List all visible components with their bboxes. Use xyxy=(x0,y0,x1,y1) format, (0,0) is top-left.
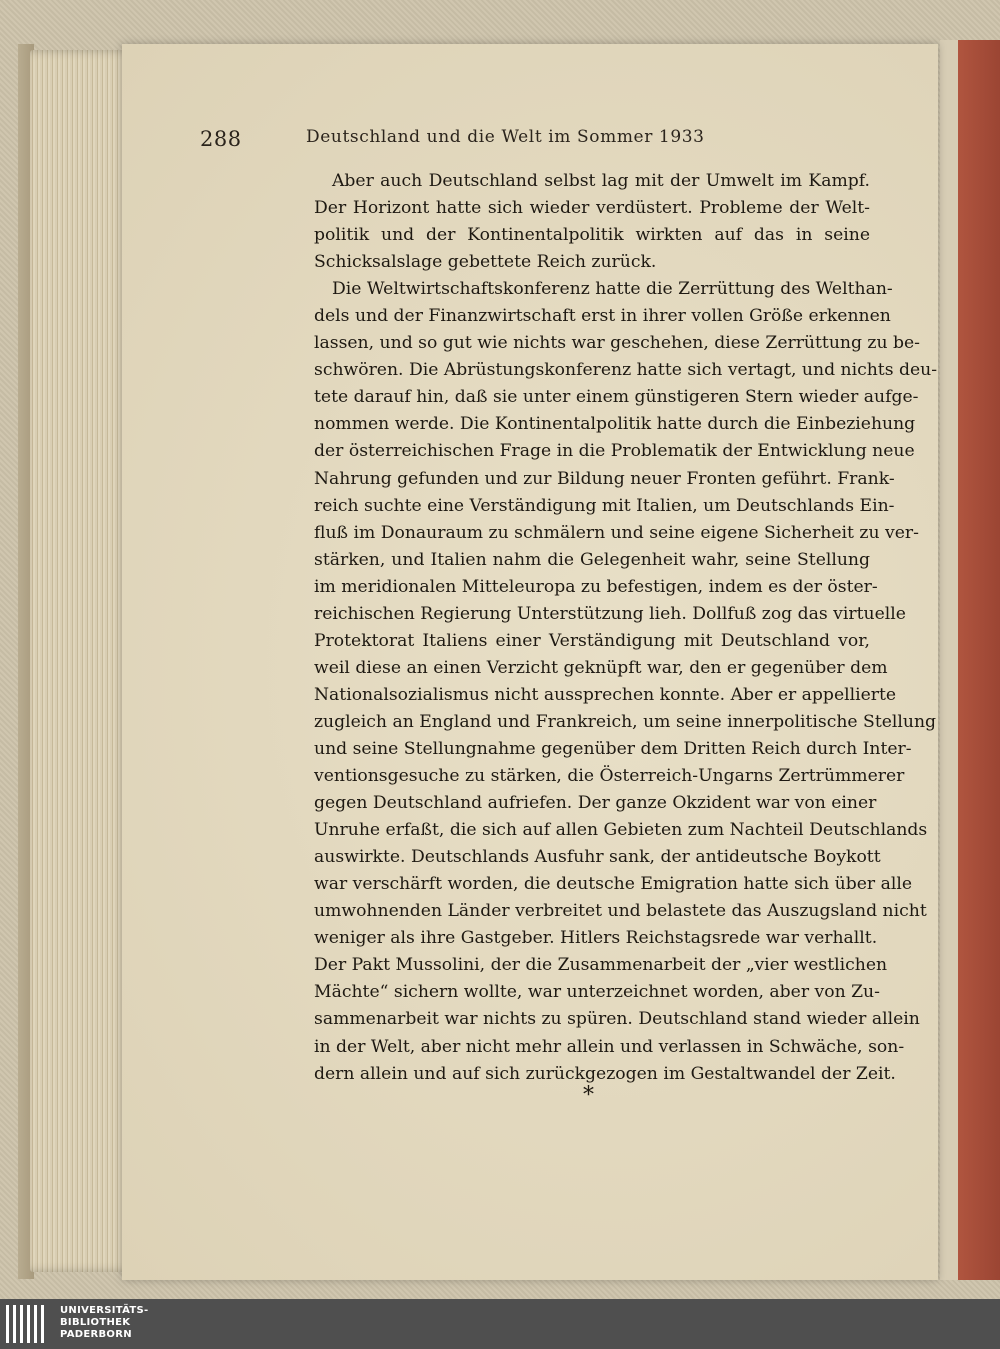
library-name-line: UNIVERSITÄTS- xyxy=(60,1305,149,1316)
text-line: stärken, und Italien nahm die Gelegenheit wahr, seine Stellung xyxy=(314,549,870,570)
text-line: schwören. Die Abrüstungskonferenz hatte sich vertagt, und nichts deu- xyxy=(314,360,938,381)
section-separator: * xyxy=(583,1083,594,1108)
text-line: reich suchte eine Verständigung mit Italien, um Deutschlands Ein- xyxy=(314,495,895,516)
running-head xyxy=(200,127,780,153)
text-line: Schicksalslage gebettete Reich zurück. xyxy=(314,252,657,273)
text-line: Unruhe erfaßt, die sich auf allen Gebieten zum Nachteil Deutschlands xyxy=(314,820,928,841)
text-line: reichischen Regierung Unterstützung lieh. Dollfuß zog das virtuelle xyxy=(314,603,906,624)
text-line: war verschärft worden, die deutsche Emigration hatte sich über alle xyxy=(314,874,912,895)
text-line: Protektorat Italiens einer Verständigung mit Deutschland vor, xyxy=(314,630,870,651)
text-line: der österreichischen Frage in die Problematik der Entwicklung neue xyxy=(314,441,915,462)
text-line: in der Welt, aber nicht mehr allein und verlassen in Schwäche, son- xyxy=(314,1036,905,1057)
text-line: fluß im Donauraum zu schmälern und seine eigene Sicherheit zu ver- xyxy=(314,522,919,543)
text-line: Der Horizont hatte sich wieder verdüstert. Probleme der Welt- xyxy=(314,198,870,219)
text-line: Die Weltwirtschaftskonferenz hatte die Zerrüttung des Welthan- xyxy=(332,279,893,300)
text-line: weil diese an einen Verzicht geknüpft war, den er gegenüber dem xyxy=(314,657,888,678)
text-line: Der Pakt Mussolini, der die Zusammenarbeit der „vier westlichen xyxy=(314,955,888,976)
library-name-line: PADERBORN xyxy=(60,1329,132,1340)
body-text xyxy=(314,168,938,1088)
text-line: auswirkte. Deutschlands Ausfuhr sank, der antideutsche Boykott xyxy=(314,847,881,868)
text-line: Nahrung gefunden und zur Bildung neuer Fronten geführt. Frank- xyxy=(314,468,895,489)
text-line: Aber auch Deutschland selbst lag mit der Umwelt im Kampf. xyxy=(332,171,870,191)
text-line: weniger als ihre Gastgeber. Hitlers Reichstagsrede war verhallt. xyxy=(314,928,878,949)
text-line: zugleich an England und Frankreich, um seine innerpolitische Stellung xyxy=(314,711,937,732)
text-line: im meridionalen Mitteleuropa zu befestigen, indem es der öster- xyxy=(314,576,878,597)
footer-bar xyxy=(0,1299,1000,1349)
text-line: umwohnenden Länder verbreitet und belastete das Auszugsland nicht xyxy=(314,901,927,922)
page-number: 288 xyxy=(200,127,242,151)
library-name-line: BIBLIOTHEK xyxy=(60,1317,131,1328)
right-cover-edge xyxy=(940,40,1000,1280)
text-line: dels und der Finanzwirtschaft erst in ihrer vollen Größe erkennen xyxy=(314,306,891,327)
library-name xyxy=(60,1305,149,1341)
text-line: dern allein und auf sich zurückgezogen im Gestaltwandel der Zeit. xyxy=(314,1063,896,1084)
text-line: gegen Deutschland aufriefen. Der ganze Okzident war von einer xyxy=(314,793,877,814)
text-line: Mächte“ sichern wollte, war unterzeichnet worden, aber von Zu- xyxy=(314,982,880,1003)
text-line: sammenarbeit war nichts zu spüren. Deutschland stand wieder allein xyxy=(314,1009,920,1030)
text-line: Nationalsozialismus nicht aussprechen konnte. Aber er appellierte xyxy=(314,684,897,705)
text-line: politik und der Kontinentalpolitik wirkten auf das in seine xyxy=(314,225,870,246)
text-line: und seine Stellungnahme gegenüber dem Dritten Reich durch Inter- xyxy=(314,738,912,759)
library-logo-icon xyxy=(6,1305,50,1343)
text-line: ventionsgesuche zu stärken, die Österreich-Ungarns Zertrümmerer xyxy=(314,766,905,787)
text-line: lassen, und so gut wie nichts war geschehen, diese Zerrüttung zu be- xyxy=(314,333,920,354)
text-line: tete darauf hin, daß sie unter einem günstigeren Stern wieder aufge- xyxy=(314,387,919,408)
running-head-title: Deutschland und die Welt im Sommer 1933 xyxy=(306,127,705,147)
text-line: nommen werde. Die Kontinentalpolitik hatte durch die Einbeziehung xyxy=(314,414,916,435)
